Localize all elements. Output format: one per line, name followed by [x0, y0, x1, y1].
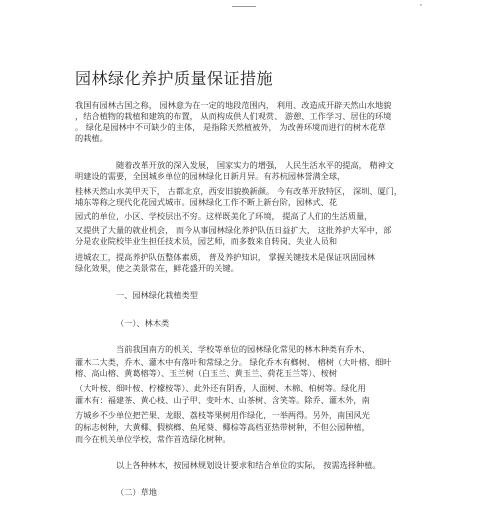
paragraph-line: 。 绿化是园林中不可缺少的主体， 是指除天然植被外， 为改善环境而进行的树木花草	[75, 122, 386, 132]
header-rule	[232, 6, 256, 7]
subsection-heading: （一）、林木类	[116, 318, 170, 328]
paragraph-line: （大叶桉、细叶桉、柠檬桉等）、此外还有阴香，人面树、木棉、柏树等。绿化用	[75, 383, 366, 393]
paragraph-line: 而今在机关单位学校，常作首选绿化树种。	[75, 434, 231, 444]
subsection-heading: （二）草地	[116, 487, 157, 497]
header-mark	[420, 4, 422, 6]
section-heading: 一、园林绿化栽植类型	[116, 290, 198, 300]
paragraph-line: 以上各种林木，按园林规划设计要求和结合单位的实际， 按需选择种植。	[116, 460, 381, 470]
paragraph-line: 桂林天然山水美甲天下， 古都北京，西安旧貌换新颜。 今有改革开放特区， 深圳、厦门，	[75, 186, 403, 196]
paragraph-line: 当前我国南方的机关、学校等单位的园林绿化常见的林木种类有乔木、	[116, 344, 370, 354]
paragraph-line: 的标志树种，大黄椰、假槟榔、鱼尾葵、椰棕等高档亚热带树种，不但公园种植，	[75, 422, 370, 432]
paragraph-line: 灌木有：福建茶、黄心枝、山子甲、变叶木、山茶树、含笑等。除乔、灌木外，南	[75, 395, 370, 405]
paragraph-line: 又提供了大量的就业机会， 而今从事园林绿化养护队伍日益扩大， 这批养护大军中，部	[75, 225, 392, 235]
paragraph-line: 的栽植。	[75, 133, 108, 143]
paragraph-line: ，结合植物的栽植和建筑的布置， 从而构成供人们观赏、 游憩、工作学习、居住的环境	[75, 111, 392, 121]
paragraph-line: 灌木二大类，乔木、灌木中有落叶和常绿之分。 绿化乔木有榔树、 榕树（大叶榕、细叶	[75, 357, 392, 367]
paragraph-line: 分是农业院校毕业生担任技术员，园艺师，而多数来自转岗、失业人员和	[75, 236, 338, 246]
paragraph-line: 方城乡不少单位把芒果、龙眼、荔枝等果树用作绿化，一举两得。另外，南国风光	[75, 410, 370, 420]
paragraph-line: 榕、高山榕、黄葛榕等）、玉兰树（白玉兰、黄玉兰、荷花玉兰等）、桉树	[75, 368, 337, 378]
paragraph-line: 园式的单位，小区、学校层出不穷。这样既美化了环境， 提高了人们的生活质量，	[75, 211, 373, 221]
document-title: 园林绿化养护质量保证措施	[75, 69, 274, 88]
paragraph-line: 进城农工，提高养护队伍整体素质， 普及养护知识， 掌握关键技术是保证巩固园林	[75, 252, 375, 262]
paragraph-line: 埔东等称之现代化花园式城市。园林绿化工作不断上新台阶，园林式、花	[75, 197, 338, 207]
paragraph-line: 绿化效果，使之美景常在，鲜花盛开的关键。	[75, 263, 239, 273]
paragraph-line: 我国有园林古国之称， 园林意为在一定的地段范围内， 利用、改造成开辟天然山水地貌	[75, 100, 392, 110]
paragraph-line: 明建设的需要，全国城乡单位的园林绿化日新月异。有苏杭园林誉满全球，	[75, 171, 346, 181]
paragraph-line: 随着改革开放的深入发展， 国家实力的增强， 人民生活水平的提高， 精神文	[116, 160, 394, 170]
